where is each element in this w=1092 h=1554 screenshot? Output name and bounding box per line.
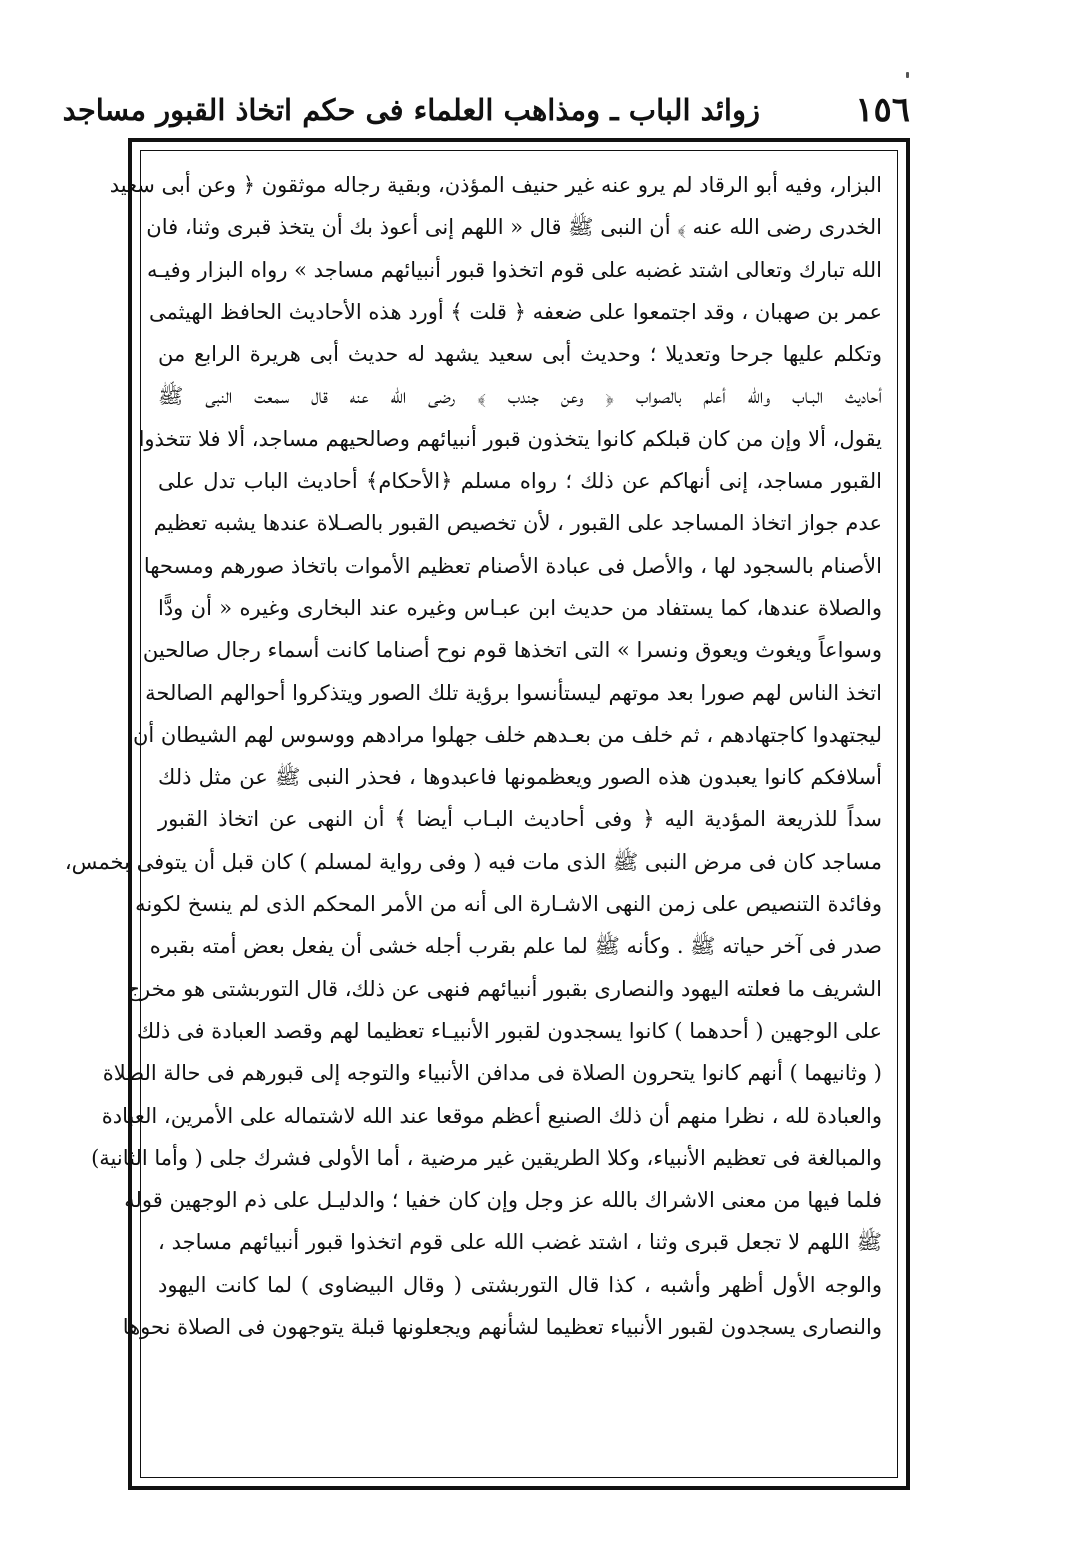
text-line: ( وثانيهما ) أنهم كانوا يتحرون الصلاة فى مدافن الأنبياء والتوجه إلى قبورهم فى حالة الصلاة [102, 1061, 882, 1086]
ink-speck [906, 72, 909, 78]
text-line: عدم جواز اتخاذ المساجد على القبور ، لأن تخصيص القبور بالصـلاة عندها يشبه تعظيم [153, 511, 882, 536]
text-line: القبور مساجد، إنى أنهاكم عن ذلك ؛ رواه مسلم ﴿الأحكام﴾ أحاديث الباب تدل على [158, 469, 882, 494]
text-line: والعبادة لله ، نظرا منهم أن ذلك الصنيع أعظم موقعا عند الله لاشتماله على الأمرين، العبادة [101, 1103, 882, 1128]
text-line: وفائدة التنصيص على زمن النهى الاشـارة الى أنه من الأمر المحكم الذى لم ينسخ لكونه [135, 892, 882, 917]
text-line: سداً للذريعة المؤدية اليه ﴿ وفى أحاديث البـاب أيضا ﴾ أن النهى عن اتخاذ القبور [158, 807, 882, 832]
text-line: الخدرى رضى الله عنه ﴾ أن النبى ﷺ قال « اللهم إنى أعوذ بك أن يتخذ قبرى وثنا، فان [146, 215, 882, 240]
text-line: والمبالغة فى تعظيم الأنبياء، وكلا الطريقين غير مرضية ، أما الأولى فشرك جلى ( وأما الثانية) [91, 1145, 882, 1170]
text-line: يقول، ألا وإن من كان قبلكم كانوا يتخذون قبور أنبيائهم وصالحيهم مساجد، ألا فلا تتخذوا [138, 426, 882, 451]
text-line: وسواعاً ويغوث ويعوق ونسرا » التى اتخذها قوم نوح أصناما كانت أسماء رجال صالحين [142, 638, 882, 663]
page-number: ١٥٦ [855, 90, 910, 130]
text-line: على الوجهين ( أحدهما ) كانوا يسجدون لقبور الأنبيـاء تعظيما لهم وقصد العبادة فى ذلك [136, 1018, 882, 1043]
text-line: وتكلم عليها جرحا وتعديلا ؛ وحديث أبى سعيد يشهد له حديث أبى هريرة الرابع من [158, 342, 882, 367]
text-line: صدر فى آخر حياته ﷺ . وكأنه ﷺ لما علم بقرب أجله خشى أن يفعل بعض أمته بقبره [149, 934, 882, 959]
text-line: والصلاة عندها، كما يستفاد من حديث ابن عبـاس وغيره عند البخارى وغيره « أن ودًّا [158, 595, 882, 620]
text-line: البزار، وفيه أبو الرقاد لم يرو عنه غير حنيف المؤذن، وبقية رجاله موثقون ﴿ وعن أبى سعيد [109, 173, 882, 197]
text-line: ﷺ اللهم لا تجعل قبرى وثنا ، اشتد غضب الله على قوم اتخذوا قبور أنبيائهم مساجد ، [158, 1230, 882, 1255]
text-line: مساجد كان فى مرض النبى ﷺ الذى مات فيه ( وفى رواية لمسلم ) كان قبل أن يتوفى بخمس، [64, 849, 882, 874]
text-line: اتخذ الناس لهم صورا بعد موتهم ليستأنسوا برؤية تلك الصور ويتذكروا أحوالهم الصالحة [145, 680, 882, 705]
text-line: أسلافكم كانوا يعبدون هذه الصور ويعظمونها فاعبدوها ، فحذر النبى ﷺ عن مثل ذلك [158, 765, 882, 790]
running-title: زوائد الباب ـ ومذاهب العلماء فى حكم اتخاذ القبور مساجد [62, 93, 760, 127]
text-line: أحاديث البـاب والله أعلم بالصواب ﴿ وعن جندب ﴾ رضى الله عنه قال سمعت النبى ﷺ [158, 384, 882, 409]
text-line: الشريف ما فعلته اليهود والنصارى بقبور أنبيائهم فنهى عن ذلك، قال التوربشتى هو مخرج [126, 976, 882, 1001]
text-line: والوجه الأول أظهر وأشبه ، كذا قال التوربشتى ( وقال البيضاوى ) لما كانت اليهود [158, 1272, 882, 1297]
text-line: الله تبارك وتعالى اشتد غضبه على قوم اتخذوا قبور أنبيائهم مساجد » رواه البزار وفيـه [146, 257, 882, 282]
text-line: عمر بن صهبان ، وقد اجتمعوا على ضعفه ﴿ قلت ﴾ أورد هذه الأحاديث الحافظ الهيثمى [149, 299, 882, 324]
text-line: فلما فيها من معنى الاشراك بالله عز وجل وإن كان خفيا ؛ والدليـل على ذم الوجهين قوله [124, 1188, 882, 1213]
text-line: والنصارى يسجدون لقبور الأنبياء تعظيما لشأنهم ويجعلونها قبلة يتوجهون فى الصلاة نحوها [122, 1315, 882, 1340]
text-line: ليجتهدوا كاجتهادهم ، ثم خلف من بعـدهم خلف جهلوا مرادهم ووسوس لهم الشيطان أن [132, 722, 882, 747]
page-header [62, 88, 910, 132]
text-body [64, 164, 882, 1348]
text-line: الأصنام بالسجود لها ، والأصل فى عبادة الأصنام تعظيم الأموات باتخاذ صورهم ومسحها [143, 553, 882, 578]
